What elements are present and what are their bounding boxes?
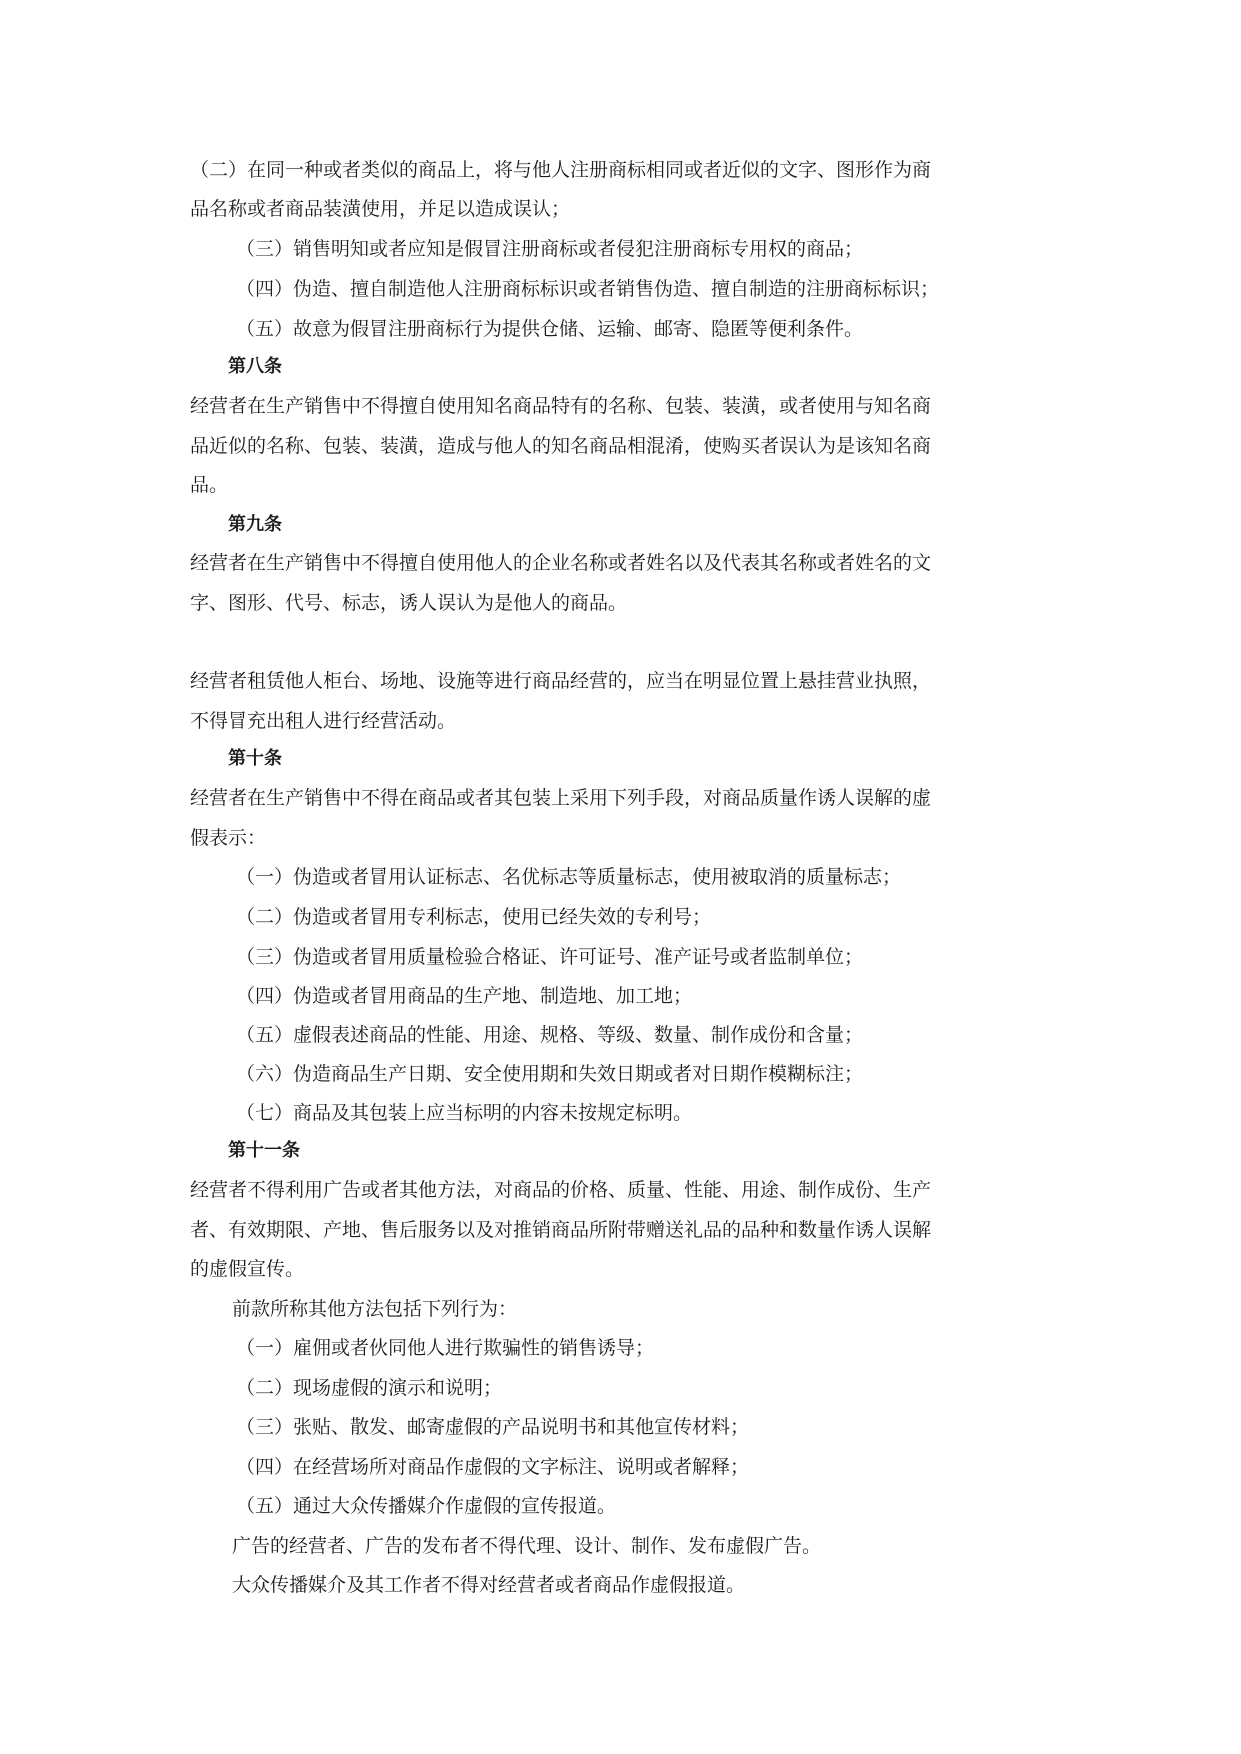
list-item: （一）雇佣或者伙同他人进行欺骗性的销售诱导； [236,1337,655,1359]
list-item: （六）伪造商品生产日期、安全使用期和失效日期或者对日期作模糊标注； [236,1063,864,1085]
text-line: 假表示： [190,827,267,849]
list-item: （四）伪造或者冒用商品的生产地、制造地、加工地； [236,985,693,1007]
list-item: （五）通过大众传播媒介作虚假的宣传报道。 [236,1495,617,1517]
text-line: （二）在同一种或者类似的商品上，将与他人注册商标相同或者近似的文字、图形作为商 [190,159,932,181]
text-line: 者、有效期限、产地、售后服务以及对推销商品所附带赠送礼品的品种和数量作诱人误解 [190,1219,932,1241]
text-line: 品名称或者商品装潢使用，并足以造成误认； [190,198,571,220]
text-line: 品。 [190,474,229,496]
text-line: 经营者在生产销售中不得在商品或者其包装上采用下列手段，对商品质量作诱人误解的虚 [190,787,932,809]
text-line: 的虚假宣传。 [190,1258,305,1280]
list-item: （二）伪造或者冒用专利标志，使用已经失效的专利号； [236,906,712,928]
text-line: 经营者在生产销售中不得擅自使用知名商品特有的名称、包装、装潢，或者使用与知名商 [190,395,932,417]
article-heading: 第十条 [228,748,282,769]
list-item: （二）现场虚假的演示和说明； [236,1377,503,1399]
list-item: （三）销售明知或者应知是假冒注册商标或者侵犯注册商标专用权的商品； [236,238,864,260]
text-line: 经营者租赁他人柜台、场地、设施等进行商品经营的，应当在明显位置上悬挂营业执照， [190,670,932,692]
text-line: 广告的经营者、广告的发布者不得代理、设计、制作、发布虚假广告。 [232,1535,822,1557]
text-line: 前款所称其他方法包括下列行为： [232,1298,518,1320]
text-line: 大众传播媒介及其工作者不得对经营者或者商品作虚假报道。 [232,1574,746,1596]
text-line: 经营者不得利用广告或者其他方法，对商品的价格、质量、性能、用途、制作成份、生产 [190,1179,932,1201]
text-line: 品近似的名称、包装、装潢，造成与他人的知名商品相混淆，使购买者误认为是该知名商 [190,435,932,457]
list-item: （五）故意为假冒注册商标行为提供仓储、运输、邮寄、隐匿等便利条件。 [236,318,864,340]
article-heading: 第十一条 [228,1140,300,1161]
list-item: （一）伪造或者冒用认证标志、名优标志等质量标志，使用被取消的质量标志； [236,866,902,888]
text-line: 经营者在生产销售中不得擅自使用他人的企业名称或者姓名以及代表其名称或者姓名的文 [190,552,932,574]
article-heading: 第八条 [228,356,282,377]
list-item: （三）伪造或者冒用质量检验合格证、许可证号、准产证号或者监制单位； [236,946,864,968]
text-line: 字、图形、代号、标志，诱人误认为是他人的商品。 [190,592,628,614]
list-item: （七）商品及其包装上应当标明的内容未按规定标明。 [236,1102,693,1124]
list-item: （三）张贴、散发、邮寄虚假的产品说明书和其他宣传材料； [236,1416,750,1438]
text-line: 不得冒充出租人进行经营活动。 [190,710,457,732]
article-heading: 第九条 [228,514,282,535]
list-item: （五）虚假表述商品的性能、用途、规格、等级、数量、制作成份和含量； [236,1024,864,1046]
list-item: （四）伪造、擅自制造他人注册商标标识或者销售伪造、擅自制造的注册商标标识； [236,278,940,300]
list-item: （四）在经营场所对商品作虚假的文字标注、说明或者解释； [236,1456,750,1478]
